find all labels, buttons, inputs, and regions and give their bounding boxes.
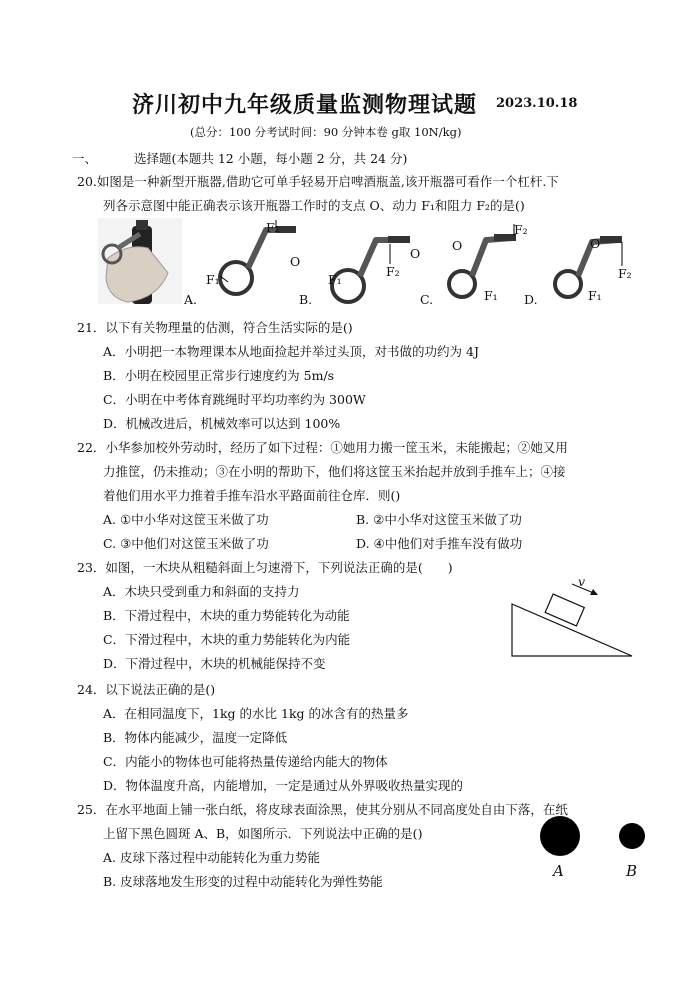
fig-c-o-label: O	[452, 238, 463, 253]
q25-line2: 上留下黑色圆斑 A、B，如图所示．下列说法中正确的是()	[103, 826, 423, 841]
fig-c-f1-label: F₁	[484, 288, 498, 303]
q20-line1: 20.如图是一种新型开瓶器,借助它可单手轻易开启啤酒瓶盖,该开瓶器可看作一个杠杆.下	[77, 174, 559, 189]
ball-spots-diagram	[538, 812, 648, 862]
q23-option-b[interactable]: B．下滑过程中，木块的重力势能转化为动能	[103, 608, 350, 623]
fig-d-f2-label: F₂	[618, 266, 632, 281]
fig-a-f2-label: F₂	[266, 220, 280, 235]
fig-d-f1-label: F₁	[588, 288, 602, 303]
q23-option-d[interactable]: D．下滑过程中，木块的机械能保持不变	[103, 656, 326, 671]
q21-option-a[interactable]: A．小明把一本物理课本从地面捡起并举过头顶，对书做的功约为 4J	[103, 344, 479, 359]
fig-b-f2-label: F₂	[386, 264, 400, 279]
velocity-label: v	[578, 574, 586, 589]
section-label: 选择题(本题共 12 小题，每小题 2 分，共 24 分)	[134, 151, 408, 166]
fig-b-f1-label: F₁	[328, 272, 342, 287]
spot-a	[540, 816, 580, 856]
spot-b	[619, 823, 645, 849]
q20-option-b[interactable]: B.	[299, 292, 313, 307]
q25-option-b[interactable]: B. 皮球落地发生形变的过程中动能转化为弹性势能	[103, 874, 383, 889]
q24-stem: 24．以下说法正确的是()	[77, 682, 216, 697]
q20-option-c[interactable]: C.	[420, 292, 434, 307]
q20-line2: 列各示意图中能正确表示该开瓶器工作时的支点 O、动力 F₁和阻力 F₂的是()	[103, 198, 525, 213]
q22-line2: 力推筐，仍未推动；③在小明的帮助下，他们将这筐玉米抬起并放到手推车上；④接	[103, 464, 566, 479]
q22-line3: 着他们用水平力推着手推车沿水平路面前往仓库．则()	[103, 488, 401, 503]
q20-option-d[interactable]: D.	[524, 292, 538, 307]
q22-option-d[interactable]: D. ④中他们对手推车没有做功	[356, 536, 523, 551]
q22-option-b[interactable]: B. ②中小华对这筐玉米做了功	[356, 512, 522, 527]
q24-option-b[interactable]: B．物体内能减少，温度一定降低	[103, 730, 288, 745]
q24-option-d[interactable]: D．物体温度升高，内能增加，一定是通过从外界吸收热量实现的	[103, 778, 464, 793]
q20-option-a[interactable]: A.	[184, 292, 198, 307]
fig-d-o-label: O	[590, 236, 601, 251]
fig-a-o-label: O	[290, 254, 301, 269]
spot-b-label: B	[626, 862, 638, 880]
spot-a-label: A	[553, 862, 564, 880]
incline-diagram	[508, 574, 638, 660]
fig-b-o-label: O	[410, 246, 421, 261]
exam-date: 2023.10.18	[496, 96, 578, 111]
q24-option-c[interactable]: C．内能小的物体也可能将热量传递给内能大的物体	[103, 754, 388, 769]
bottle-opener-photo	[98, 218, 182, 304]
q25-option-a[interactable]: A. 皮球下落过程中动能转化为重力势能	[103, 850, 320, 865]
q24-option-a[interactable]: A．在相同温度下，1kg 的水比 1kg 的冰含有的热量多	[103, 706, 409, 721]
fig-c-f2-label: F₂	[514, 222, 528, 237]
q22-option-c[interactable]: C. ③中他们对这筐玉米做了功	[103, 536, 269, 551]
q21-option-b[interactable]: B．小明在校园里正常步行速度约为 5m/s	[103, 368, 335, 383]
q23-option-a[interactable]: A．木块只受到重力和斜面的支持力	[103, 584, 300, 599]
q21-option-c[interactable]: C．小明在中考体育跳绳时平均功率约为 300W	[103, 392, 366, 407]
q25-line1: 25．在水平地面上铺一张白纸，将皮球表面涂黑，使其分别从不同高度处自由下落，在纸	[77, 802, 568, 817]
q22-option-a[interactable]: A. ①中小华对这筐玉米做了功	[103, 512, 269, 527]
q21-stem: 21．以下有关物理量的估测，符合生活实际的是()	[77, 320, 353, 335]
section-number: 一、	[72, 151, 98, 166]
q21-option-d[interactable]: D．机械改进后，机械效率可以达到 100%	[103, 416, 341, 431]
fig-a-f1-label: F₁	[206, 272, 220, 287]
q23-stem: 23．如图，一木块从粗糙斜面上匀速滑下，下列说法正确的是( )	[77, 560, 453, 575]
q22-line1: 22．小华参加校外劳动时，经历了如下过程：①她用力搬一筐玉米，未能搬起；②她又用	[77, 440, 568, 455]
q23-option-c[interactable]: C．下滑过程中，木块的重力势能转化为内能	[103, 632, 351, 647]
page-title: 济川初中九年级质量监测物理试题	[132, 92, 478, 118]
exam-subtitle: (总分：100 分考试时间：90 分钟本卷 g取 10N/kg)	[190, 125, 462, 139]
